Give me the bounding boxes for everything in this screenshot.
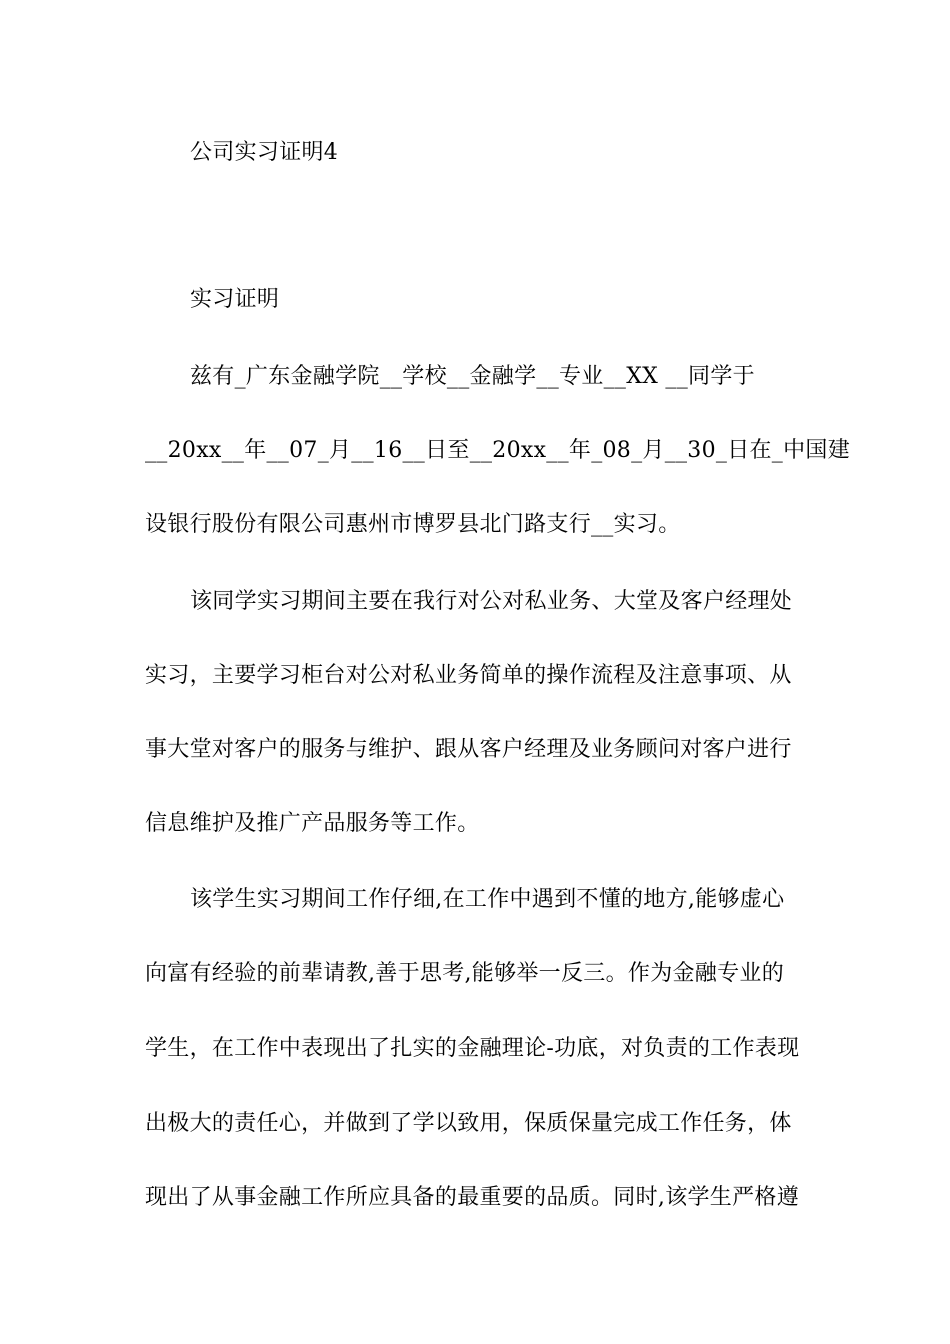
body-line: 该同学实习期间主要在我行对公对私业务、大堂及客户经理处 <box>190 589 793 614</box>
body-line: __20xx__年__07_月__16__日至__20xx__年_08_月__30_日在_中国建 <box>145 438 850 463</box>
document-title: 公司实习证明4 <box>190 140 339 165</box>
body-line: 向富有经验的前辈请教,善于思考,能够举一反三。作为金融专业的 <box>145 961 784 986</box>
body-line: 信息维护及推广产品服务等工作。 <box>145 811 480 836</box>
certificate-heading: 实习证明 <box>190 287 280 312</box>
body-line: 出极大的责任心，并做到了学以致用，保质保量完成工作任务，体 <box>145 1111 792 1136</box>
body-line: 该学生实习期间工作仔细,在工作中遇到不懂的地方,能够虚心 <box>190 887 785 912</box>
body-line: 事大堂对客户的服务与维护、跟从客户经理及业务顾问对客户进行 <box>145 737 792 762</box>
body-line: 实习，主要学习柜台对公对私业务简单的操作流程及注意事项、从 <box>145 663 792 688</box>
body-line: 现出了从事金融工作所应具备的最重要的品质。同时,该学生严格遵 <box>145 1185 799 1210</box>
body-line: 设银行股份有限公司惠州市博罗县北门路支行__实习。 <box>145 512 681 537</box>
body-line: 学生，在工作中表现出了扎实的金融理论-功底，对负责的工作表现 <box>145 1036 800 1061</box>
body-line: 兹有_广东金融学院__学校__金融学__专业__XX __同学于 <box>190 364 755 389</box>
